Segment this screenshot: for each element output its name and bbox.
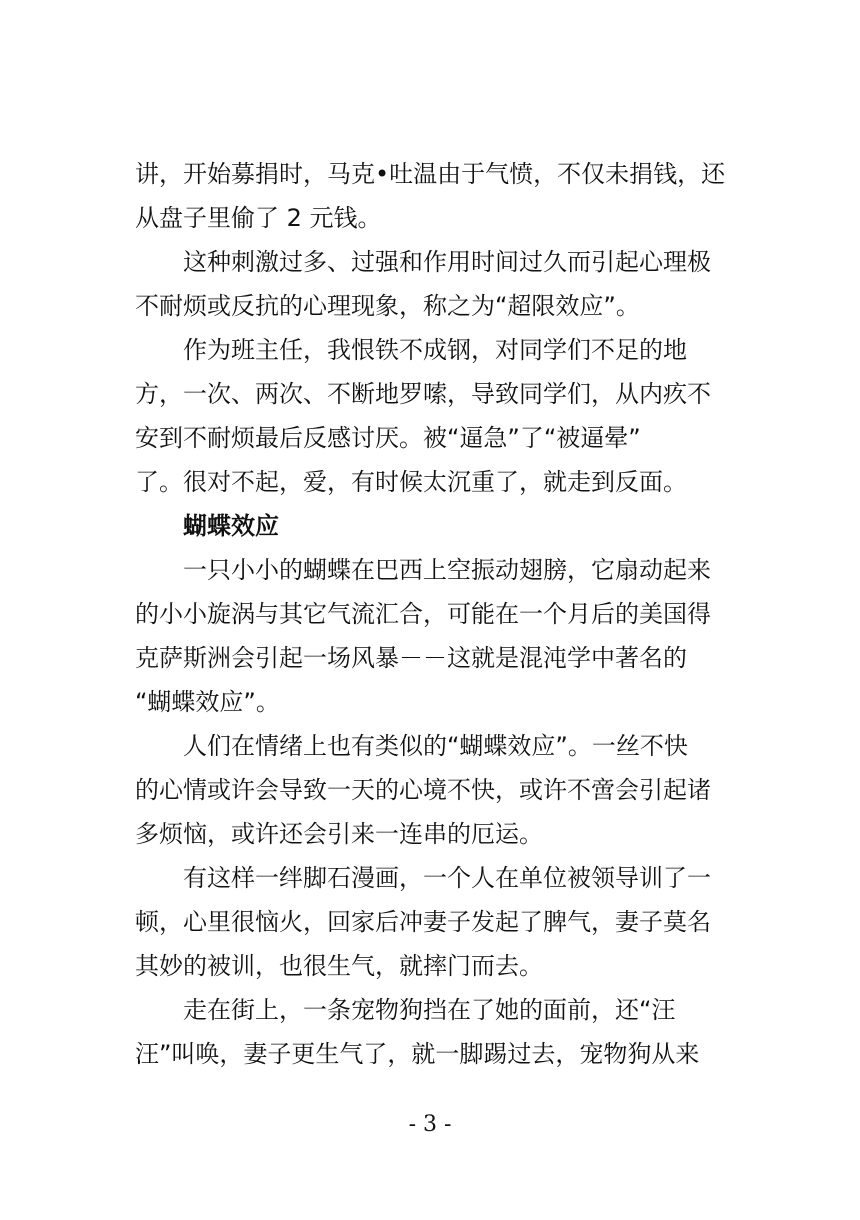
text-line: 安到不耐烦最后反感讨厌。被“逼急”了“被逼晕”	[135, 424, 641, 452]
text-line: 的小小旋涡与其它气流汇合，可能在一个月后的美国得	[135, 600, 711, 628]
text-line: 方，一次、两次、不断地罗嗦，导致同学们，从内疚不	[135, 380, 711, 408]
text-line: 这种刺激过多、过强和作用时间过久而引起心理极	[183, 248, 711, 276]
section-heading: 蝴蝶效应	[183, 512, 279, 540]
text-line: 一只小小的蝴蝶在巴西上空振动翅膀，它扇动起来	[183, 556, 711, 584]
text-line: 的心情或许会导致一天的心境不快，或许不啻会引起诸	[135, 776, 711, 804]
text-line: 克萨斯洲会引起一场风暴－－这就是混沌学中著名的	[135, 644, 687, 672]
text-line: “蝴蝶效应”。	[135, 688, 280, 716]
text-line: 人们在情绪上也有类似的“蝴蝶效应”。一丝不快	[183, 732, 688, 760]
text-line: 作为班主任，我恨铁不成钢，对同学们不足的地	[183, 336, 687, 364]
text-line: 汪”叫唤，妻子更生气了，就一脚踢过去，宠物狗从来	[135, 1040, 700, 1068]
text-line: 顿，心里很恼火，回家后冲妻子发起了脾气，妻子莫名	[135, 908, 711, 936]
body-text	[135, 152, 735, 1076]
text-line: 走在街上，一条宠物狗挡在了她的面前，还“汪	[183, 996, 676, 1024]
text-line: 其妙的被训，也很生气，就摔门而去。	[135, 952, 543, 980]
text-line: 有这样一绊脚石漫画，一个人在单位被领导训了一	[183, 864, 711, 892]
page-number: - 3 -	[408, 1112, 452, 1137]
text-line: 不耐烦或反抗的心理现象，称之为“超限效应”。	[135, 292, 640, 320]
text-line: 了。很对不起，爱，有时候太沉重了，就走到反面。	[135, 468, 687, 496]
text-line: 多烦恼，或许还会引来一连串的厄运。	[135, 820, 543, 848]
text-line: 讲，开始募捐时，马克•吐温由于气愤，不仅未捐钱，还	[135, 160, 726, 188]
text-line: 从盘子里偷了 2 元钱。	[135, 204, 382, 232]
